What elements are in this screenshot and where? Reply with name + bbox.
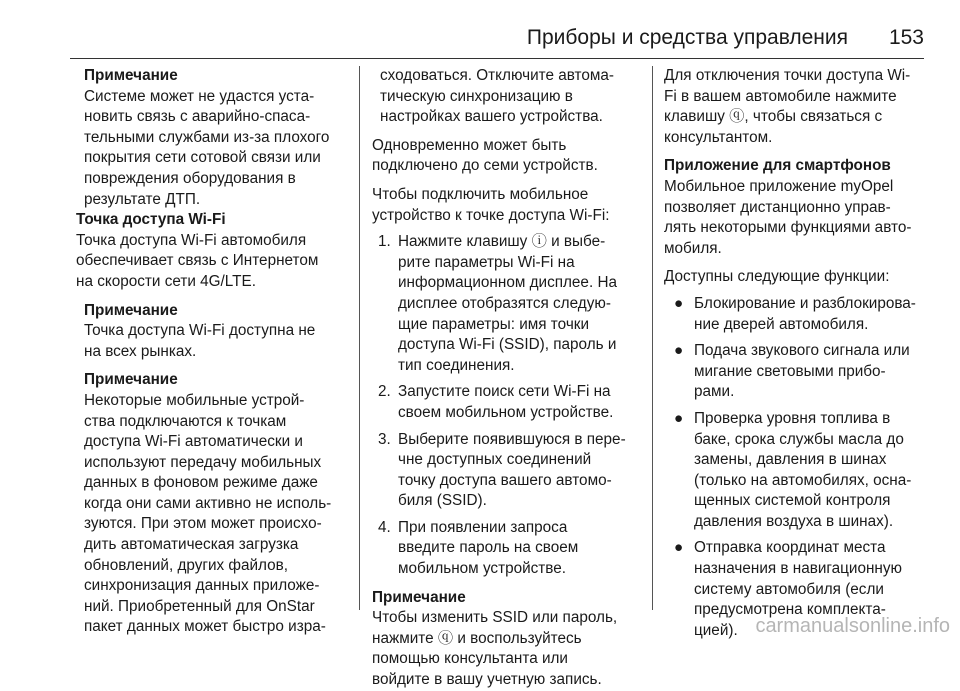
text-line: на скорости сети 4G/LTE. [76,272,256,290]
bullet-icon: ● [674,539,684,557]
step-3 [372,430,642,512]
step-2 [372,382,642,423]
text-line: Мобильное приложение myOpel [664,177,894,195]
text-line: Для отключения точки доступа Wi- [664,67,911,84]
page-number: 153 [888,26,924,49]
bullet-icon: ● [674,409,684,427]
feature-item [664,341,932,403]
text-line: При появлении запроса [398,518,568,536]
text-line: Отправка координат места [694,539,886,557]
text-line: данных в фоновом режиме даже [84,474,318,492]
text-line: давления воздуха в шинах). [694,512,894,530]
text-line: биля (SSID). [398,492,487,510]
text-line: тическую синхронизацию в [380,87,573,105]
text-line: Блокирование и разблокирова- [694,294,916,312]
step-number: 3. [378,430,391,448]
step-1 [372,232,642,376]
text-line: Выберите появившуюся в пере- [398,430,626,448]
text-line: подключено до семи устройств. [372,157,598,175]
step-number: 1. [378,233,391,251]
text-line: введите пароль на своем [398,539,579,557]
text-line: консультантом. [664,128,773,146]
note-title: Примечание [372,588,466,606]
note-title: Примечание [84,67,178,84]
text-line: настройках вашего устройства. [380,108,603,126]
text-line: Некоторые мобильные устрой- [84,391,305,409]
text-line: когда они сами активно не исполь- [84,494,332,512]
text-line: Чтобы изменить SSID или пароль, [372,609,618,627]
section-heading-app: Приложение для смартфонов [664,157,891,175]
step-number: 2. [378,383,391,401]
feature-item [664,294,932,335]
text-line: обновлений, других файлов, [84,556,289,574]
text-line: дисплее отобразятся следую- [398,294,611,312]
bullet-icon: ● [674,342,684,360]
note-ssid [372,588,642,691]
text-line: используют передачу мобильных [84,453,322,471]
header-rule [70,58,924,59]
text-line: покрытия сети сотовой связи или [84,149,321,167]
text-line: (только на автомобилях, осна- [694,471,912,489]
watermark: carmanualsonline.info [755,615,950,637]
page-header [0,22,960,56]
column-3 [664,66,932,641]
text-line: тип соединения. [398,356,515,374]
note-mobile-data [84,370,348,638]
page-title: Приборы и средства управления [526,26,848,49]
text-line: Точка доступа Wi-Fi доступна не [84,322,316,340]
text-line: позволяет дистанционно управ- [664,198,891,216]
text-line: чне доступных соединений [398,451,592,469]
text-line: пакет данных может быстро изра- [84,618,326,636]
text-line: сходоваться. Отключите автома- [380,67,614,84]
text-line: устройство к точке доступа Wi-Fi: [372,206,610,224]
text-line: новить связь с аварийно-спаса- [84,108,311,126]
column-1 [76,66,348,638]
text-line: Точка доступа Wi-Fi автомобиля [76,231,307,249]
text-line: повреждения оборудования в [84,169,296,187]
text-line: Запустите поиск сети Wi-Fi на [398,383,611,401]
text-line: баке, срока службы масла до [694,430,904,448]
column-2 [372,66,642,691]
text-line: дить автоматическая загрузка [84,536,299,554]
text-line: рите параметры Wi-Fi на [398,253,575,271]
text-line: Системе может не удастся уста- [84,87,315,105]
note-availability [84,301,348,363]
text-line: мигание световыми прибо- [694,362,886,380]
text-line: цией). [694,621,738,639]
text-line: обеспечивает связь с Интернетом [76,252,319,270]
text-line: лять некоторыми функциями авто- [664,219,912,237]
text-line: зуются. При этом может происхо- [84,515,322,533]
step-number: 4. [378,518,391,536]
column-divider-1 [359,66,360,610]
note-emergency [84,66,348,210]
text-line: клавишу ⓠ, чтобы связаться с [664,108,883,126]
text-line: Fi в вашем автомобиле нажмите [664,87,897,105]
text-line: мобиля. [664,239,722,257]
text-line: назначения в навигационную [694,560,903,578]
text-line: помощью консультанта или [372,650,568,668]
note-title: Примечание [84,301,178,319]
text-line: Одновременно может быть [372,136,567,154]
text-line: Нажмите клавишу ⓘ и выбе- [398,233,606,251]
text-line: Доступны следующие функции: [664,268,890,286]
step-4 [372,518,642,580]
text-line: войдите в вашу учетную запись. [372,671,602,689]
text-line: ний. Приобретенный для OnStar [84,597,315,615]
text-line: синхронизация данных приложе- [84,577,320,595]
note-title: Примечание [84,371,178,389]
text-line: Подача звукового сигнала или [694,342,910,360]
text-line: результате ДТП. [84,190,201,208]
text-line: своем мобильном устройстве. [398,403,614,421]
bullet-icon: ● [674,294,684,312]
text-line: предусмотрена комплекта- [694,601,886,619]
text-line: доступа Wi-Fi автоматически и [84,433,303,451]
text-line: доступа Wi-Fi (SSID), пароль и [398,336,617,354]
text-line: мобильном устройстве. [398,560,567,578]
column-divider-2 [652,66,653,610]
text-line: систему автомобиля (если [694,580,884,598]
text-line: ние дверей автомобиля. [694,315,869,333]
text-line: точку доступа вашего автомо- [398,471,612,489]
feature-item [664,409,932,533]
text-line: Чтобы подключить мобильное [372,185,589,203]
note-continuation [380,66,642,128]
text-line: ства подключаются к точкам [84,412,287,430]
text-line: щие параметры: имя точки [398,315,590,333]
text-line: нажмите ⓠ и воспользуйтесь [372,629,582,647]
text-line: щенных системой контроля [694,492,891,510]
text-line: Проверка уровня топлива в [694,409,891,427]
text-line: тельными службами из-за плохого [84,128,330,146]
section-heading-wifi: Точка доступа Wi-Fi [76,211,226,229]
text-line: рами. [694,383,735,401]
text-line: на всех рынках. [84,342,197,360]
text-line: замены, давления в шинах [694,451,887,469]
text-line: информационном дисплее. На [398,274,617,292]
